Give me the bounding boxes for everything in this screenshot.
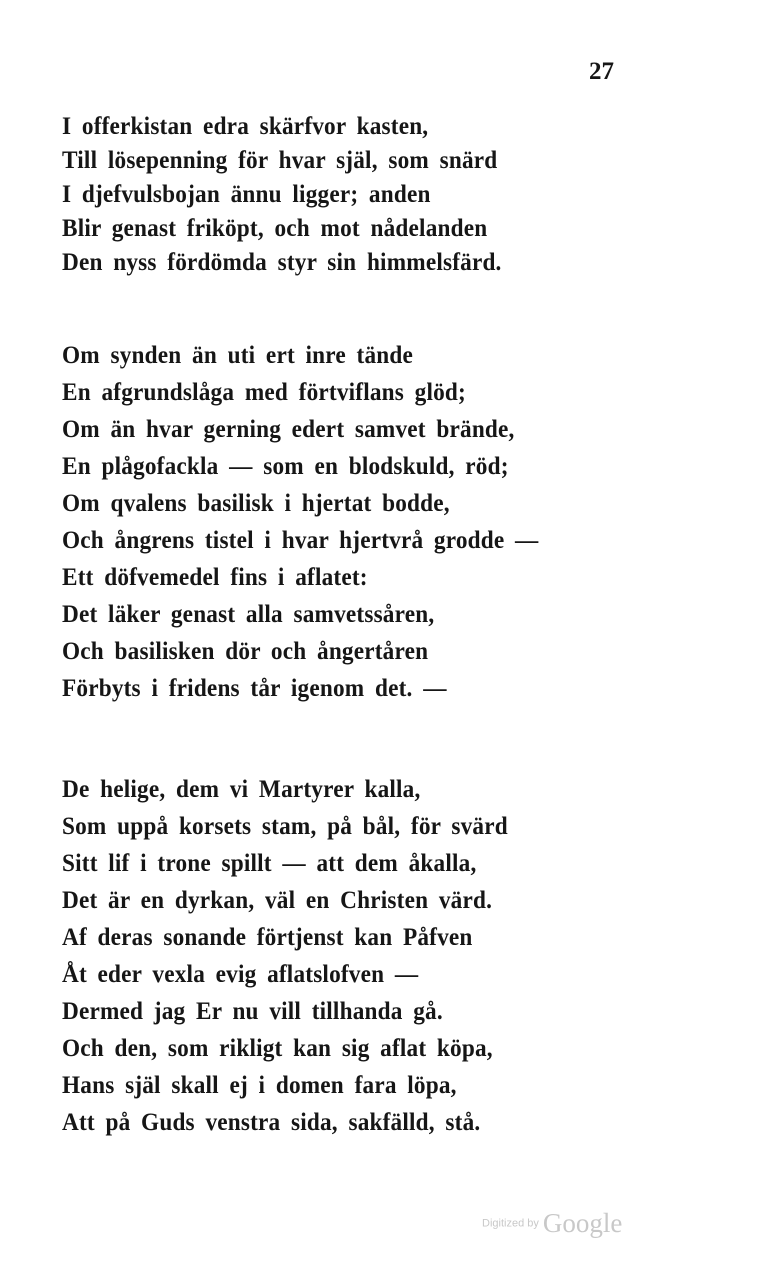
verse-line: Och den, som rikligt kan sig aflat köpa, <box>62 1035 493 1062</box>
verse-line: Hans själ skall ej i domen fara löpa, <box>62 1072 457 1099</box>
verse-line: Om än hvar gerning edert samvet brände, <box>62 416 515 443</box>
verse-line: I offerkistan edra skärfvor kasten, <box>62 113 429 140</box>
stanza-2 <box>62 337 574 707</box>
google-logo: Google <box>542 1208 623 1238</box>
digitized-watermark <box>482 1208 622 1239</box>
verse-line: Det läker genast alla samvetssåren, <box>62 601 435 628</box>
verse-line: Åt eder vexla evig aflatslofven — <box>62 961 419 988</box>
stanza-1 <box>62 110 535 280</box>
verse-line: Som uppå korsets stam, på bål, för svärd <box>62 813 508 840</box>
verse-line: Det är en dyrkan, väl en Christen värd. <box>62 887 493 914</box>
verse-line: Om qvalens basilisk i hjertat bodde, <box>62 490 450 517</box>
stanza-3 <box>62 771 541 1141</box>
verse-line: Till lösepenning för hvar själ, som snärd <box>62 147 498 174</box>
verse-line: Blir genast friköpt, och mot nådelanden <box>62 215 488 242</box>
verse-line: Att på Guds venstra sida, sakfälld, stå. <box>62 1109 481 1136</box>
verse-line: Den nyss fördömda styr sin himmelsfärd. <box>62 249 502 276</box>
page-number: 27 <box>589 58 614 85</box>
verse-line: Ett döfvemedel fins i aflatet: <box>62 564 368 591</box>
verse-line: I djefvulsbojan ännu ligger; anden <box>62 181 431 208</box>
verse-line: Och basilisken dör och ångertåren <box>62 638 429 665</box>
verse-line: Sitt lif i trone spillt — att dem åkalla, <box>62 850 477 877</box>
verse-line: En afgrundslåga med förtviflans glöd; <box>62 379 466 406</box>
watermark-prefix: Digitized by <box>482 1217 539 1230</box>
verse-line: Om synden än uti ert inre tände <box>62 342 414 369</box>
verse-line: Förbyts i fridens tår igenom det. — <box>62 675 447 702</box>
verse-line: De helige, dem vi Martyrer kalla, <box>62 776 421 803</box>
verse-line: Dermed jag Er nu vill tillhanda gå. <box>62 998 443 1025</box>
verse-line: Af deras sonande förtjenst kan Påfven <box>62 924 473 951</box>
verse-line: Och ångrens tistel i hvar hjertvrå grodde — <box>62 527 539 554</box>
verse-line: En plågofackla — som en blodskuld, röd; <box>62 453 509 480</box>
